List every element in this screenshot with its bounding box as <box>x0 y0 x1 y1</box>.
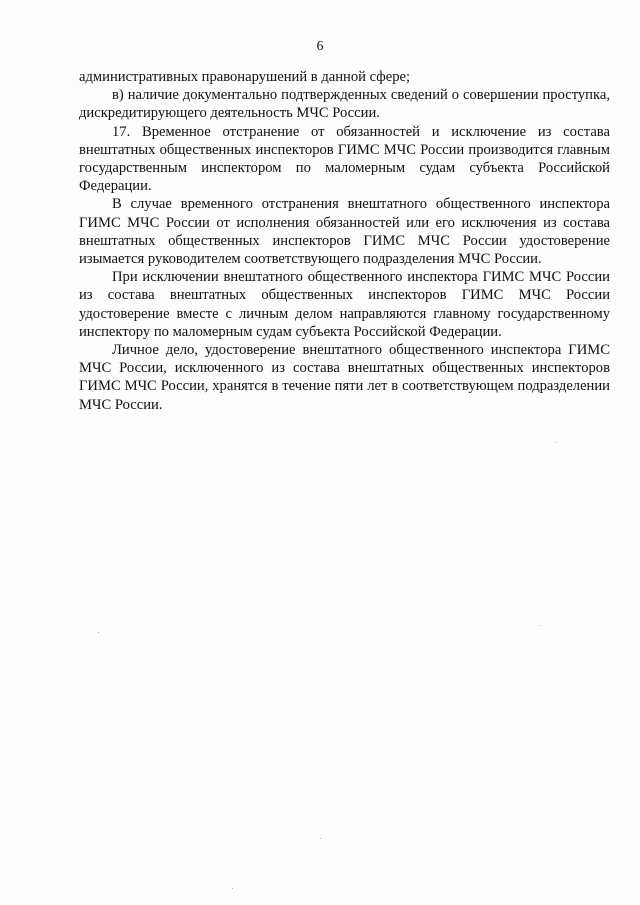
paragraph-storage: Личное дело, удостоверение внештатного общественного инспектора ГИМС МЧС России, исключенного из состава внештатных общественных инспекторов ГИМС МЧС России, хранятся в течение пяти лет в соответствующем подразделении МЧС России. <box>79 342 610 413</box>
scan-speck <box>98 632 99 633</box>
paragraph-suspension-certificate: В случае временного отстранения внештатного общественного инспектора ГИМС МЧС России от исполнения обязанностей или его исключения из состава внештатных общественных инспекторов ГИМС МЧС России удостоверение изымается руководителем соответствующего подразделения МЧС России. <box>79 196 610 268</box>
scan-speck <box>556 442 557 443</box>
paragraph-17: 17. Временное отстранение от обязанностей и исключение из состава внештатных общественных инспекторов ГИМС МЧС России производится главным государственным инспектором по маломерным судам субъекта Российской Федерации. <box>79 123 610 195</box>
scan-speck <box>540 625 541 626</box>
document-body <box>79 68 610 414</box>
paragraph-exclusion-transfer: При исключении внештатного общественного инспектора ГИМС МЧС России из состава внештатных общественных инспекторов ГИМС МЧС России удостоверение вместе с личным делом направляются главному государственному инспектору по маломерным судам субъекта Российской Федерации. <box>79 269 610 340</box>
scan-speck <box>232 888 233 889</box>
page-number: 6 <box>316 38 324 53</box>
scan-speck <box>320 838 321 839</box>
paragraph-continuation: административных правонарушений в данной сфере; <box>79 69 411 85</box>
paragraph-item-v: в) наличие документально подтвержденных сведений о совершении проступка, дискредитирующего деятельность МЧС России. <box>79 87 610 122</box>
